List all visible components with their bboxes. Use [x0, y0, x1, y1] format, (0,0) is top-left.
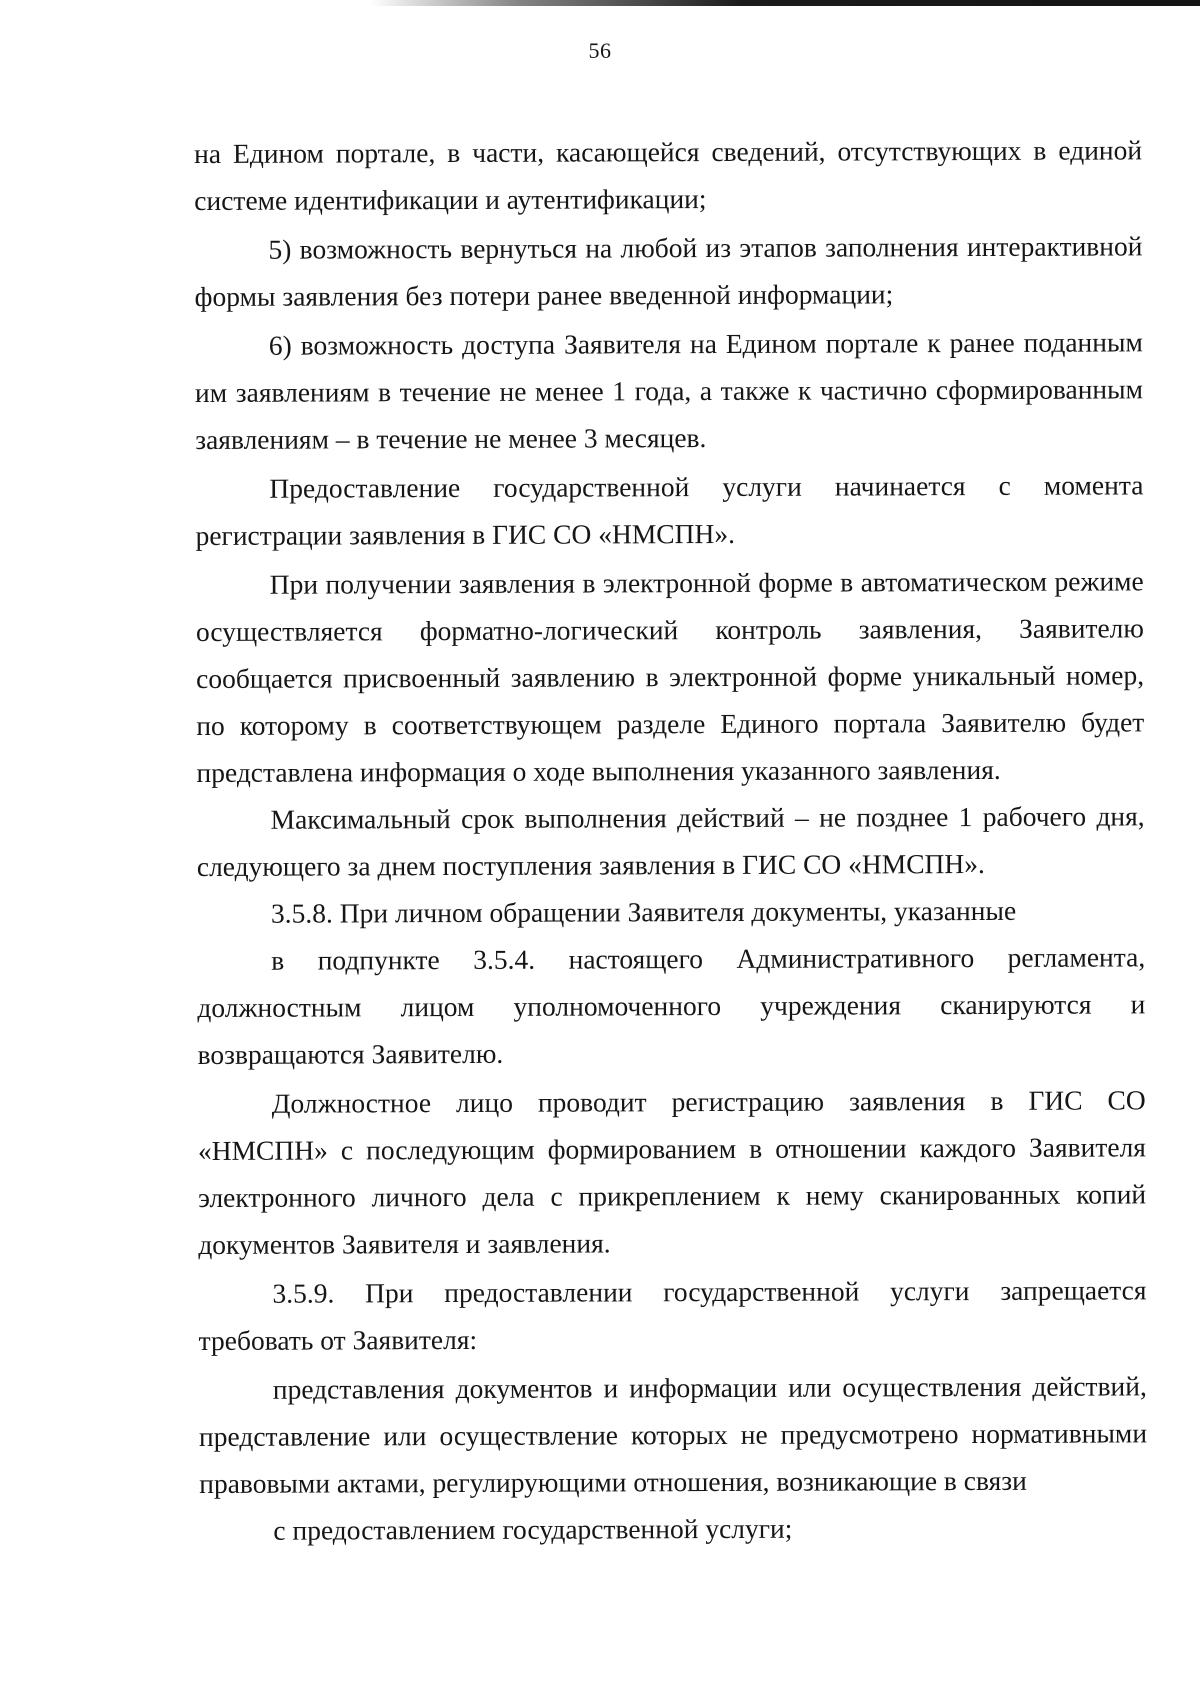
- document-body: [194, 126, 1147, 1554]
- paragraph-scanning: в подпункте 3.5.4. настоящего Административного регламента, должностным лицом уполномоченного учреждения сканируются и возвращаются Заявителю.: [197, 941, 1146, 1070]
- page-number: 56: [588, 38, 612, 63]
- paragraph-item-6: 6) возможность доступа Заявителя на Едином портале к ранее поданным им заявлениям в течение не менее 1 года, а также к частично сформированным заявлениям – в течение не менее 3 месяцев.: [194, 326, 1144, 455]
- scan-top-edge: [370, 0, 1200, 6]
- paragraph-max-term: Максимальный срок выполнения действий – не позднее 1 рабочего дня, следующего за днем поступления заявления в ГИС СО «НМСПН».: [196, 800, 1145, 882]
- paragraph-electronic-application: При получении заявления в электронной форме в автоматическом режиме осуществляется форматно-логический контроль заявления, Заявителю сообщается присвоенный заявлению в электронной форме уникальный номер, по которому в соответствующем разделе Единого портала Заявителю будет представлена информация о ходе выполнения указанного заявления.: [195, 565, 1145, 788]
- paragraph-3-5-8: 3.5.8. При личном обращении Заявителя документы, указанные: [270, 894, 1017, 929]
- paragraph-prohibition-end: с предоставлением государственной услуги;: [273, 1512, 793, 1546]
- paragraph-service-start: Предоставление государственной услуги начинается с момента регистрации заявления в ГИС СО «НМСПН».: [195, 469, 1144, 551]
- paragraph-prohibition: представления документов и информации или осуществления действий, представление или осуществление которых не предусмотрено нормативными правовыми актами, регулирующими отношения, возникающие в связи: [198, 1370, 1148, 1499]
- paragraph-item-5: 5) возможность вернуться на любой из этапов заполнения интерактивной формы заявления без потери ранее введенной информации;: [194, 230, 1143, 312]
- paragraph-registration: Должностное лицо проводит регистрацию заявления в ГИС СО «НМСПН» с последующим формированием в отношении каждого Заявителя электронного личного дела с прикреплением к нему сканированных копий документов Заявителя и заявления.: [197, 1084, 1147, 1260]
- paragraph-3-5-9: 3.5.9. При предоставлении государственной услуги запрещается требовать от Заявителя:: [198, 1274, 1147, 1356]
- paragraph-continuation: на Едином портале, в части, касающейся сведений, отсутствующих в единой системе идентификации и аутентификации;: [194, 134, 1143, 216]
